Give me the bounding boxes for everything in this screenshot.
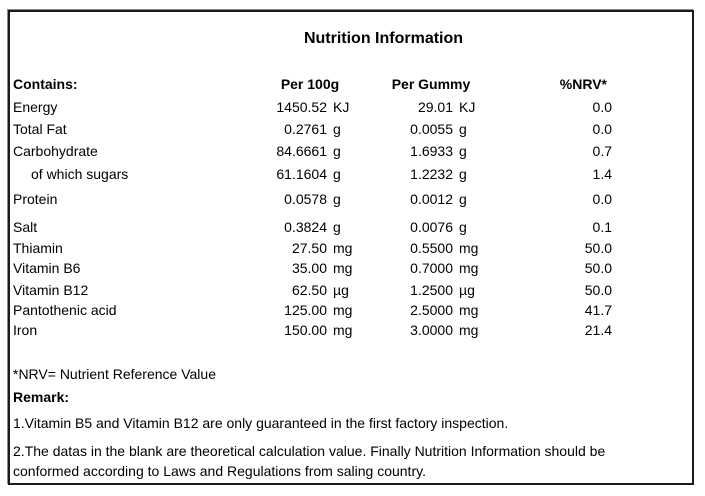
nutrient-label: Vitamin B12 [13, 282, 89, 298]
per-gummy-value: 0.0055 [410, 121, 453, 137]
nutrition-label-panel [8, 10, 694, 485]
nrv-value: 0.0 [592, 99, 612, 115]
table-row-energy [13, 97, 612, 117]
per-100g-value: 0.3824 [284, 219, 327, 235]
remark-note-2 [13, 441, 653, 481]
remark-note-2-line-2: conformed according to Laws and Regulations from saling country. [13, 463, 426, 479]
per-100g-unit: KJ [333, 99, 350, 115]
per-gummy-value: 0.0076 [410, 219, 453, 235]
table-row-total-fat [13, 119, 612, 139]
per-100g-value: 1450.52 [276, 99, 327, 115]
table-header-row [13, 74, 612, 94]
per-gummy-value: 3.0000 [410, 322, 453, 338]
per-100g-unit: g [333, 143, 341, 159]
nrv-value: 50.0 [584, 282, 612, 298]
nutrient-label: Salt [13, 219, 38, 235]
per-gummy-value: 1.6933 [410, 143, 453, 159]
table-row-carbohydrate [13, 141, 612, 161]
per-100g-unit: g [333, 166, 341, 182]
nrv-value: 0.0 [592, 121, 612, 137]
nrv-value: 41.7 [584, 302, 612, 318]
nutrient-label: Protein [13, 191, 58, 207]
per-100g-unit: mg [333, 322, 353, 338]
remark-label: Remark: [13, 389, 70, 405]
per-100g-value: 125.00 [284, 302, 327, 318]
nutrition-table-body [13, 97, 612, 340]
nrv-value: 50.0 [584, 240, 612, 256]
table-row-protein [13, 189, 612, 209]
per-100g-value: 61.1604 [276, 166, 327, 182]
per-100g-unit: mg [333, 302, 353, 318]
nutrient-label: Carbohydrate [13, 143, 98, 159]
nrv-definition: *NRV= Nutrient Reference Value [13, 366, 216, 382]
table-row-thiamin [13, 238, 612, 258]
per-gummy-unit: µg [459, 282, 475, 298]
per-100g-value: 27.50 [291, 240, 327, 256]
nutrient-label: Vitamin B6 [13, 260, 81, 276]
table-row-vitamin-b6 [13, 258, 612, 278]
per-gummy-value: 1.2232 [410, 166, 453, 182]
nutrient-label: Pantothenic acid [13, 302, 117, 318]
per-100g-value: 84.6661 [276, 143, 327, 159]
per-gummy-unit: mg [459, 302, 479, 318]
per-100g-value: 150.00 [284, 322, 327, 338]
per-gummy-unit: KJ [459, 99, 476, 115]
per-gummy-value: 0.7000 [410, 260, 453, 276]
nrv-value: 0.7 [592, 143, 612, 159]
remark-note-2-line-1: 2.The datas in the blank are theoretical calculation value. Finally Nutrition Information should be [13, 443, 606, 459]
per-100g-value: 0.2761 [284, 121, 327, 137]
per-100g-unit: mg [333, 260, 353, 276]
nrv-value: 21.4 [584, 322, 612, 338]
per-100g-unit: mg [333, 240, 353, 256]
nrv-value: 50.0 [584, 260, 612, 276]
per-gummy-value: 2.5000 [410, 302, 453, 318]
per-gummy-unit: mg [459, 240, 479, 256]
table-row-sugars [13, 164, 612, 184]
remark-note-1: 1.Vitamin B5 and Vitamin B12 are only guaranteed in the first factory inspection. [13, 415, 509, 431]
per-gummy-unit: g [459, 166, 467, 182]
column-header-contains: Contains: [13, 76, 78, 92]
nutrient-label: Energy [13, 99, 58, 115]
per-100g-value: 0.0578 [284, 191, 327, 207]
per-gummy-unit: g [459, 121, 467, 137]
per-100g-unit: g [333, 191, 341, 207]
per-100g-value: 35.00 [291, 260, 327, 276]
column-header-per-gummy: Per Gummy [391, 76, 471, 92]
per-gummy-unit: g [459, 191, 467, 207]
per-100g-unit: g [333, 121, 341, 137]
table-row-salt [13, 217, 612, 237]
table-row-pantothenic-acid [13, 300, 612, 320]
nutrient-label: Thiamin [13, 240, 63, 256]
column-header-nrv: %NRV* [559, 76, 607, 92]
nutrient-label: Total Fat [13, 121, 67, 137]
nutrient-label: of which sugars [31, 166, 129, 182]
column-header-per-100g: Per 100g [280, 76, 340, 92]
per-100g-value: 62.50 [291, 282, 327, 298]
nrv-value: 0.1 [592, 219, 612, 235]
per-gummy-value: 29.01 [417, 99, 453, 115]
per-gummy-value: 0.5500 [410, 240, 453, 256]
per-gummy-value: 1.2500 [410, 282, 453, 298]
page-title: Nutrition Information [303, 30, 464, 47]
per-100g-unit: g [333, 219, 341, 235]
per-gummy-unit: g [459, 219, 467, 235]
per-gummy-value: 0.0012 [410, 191, 453, 207]
nrv-value: 1.4 [592, 166, 612, 182]
table-row-vitamin-b12 [13, 280, 612, 300]
per-gummy-unit: g [459, 143, 467, 159]
nutrient-label: Iron [13, 322, 38, 338]
per-100g-unit: µg [333, 282, 349, 298]
table-row-iron [13, 320, 612, 340]
per-gummy-unit: mg [459, 322, 479, 338]
nrv-value: 0.0 [592, 191, 612, 207]
per-gummy-unit: mg [459, 260, 479, 276]
